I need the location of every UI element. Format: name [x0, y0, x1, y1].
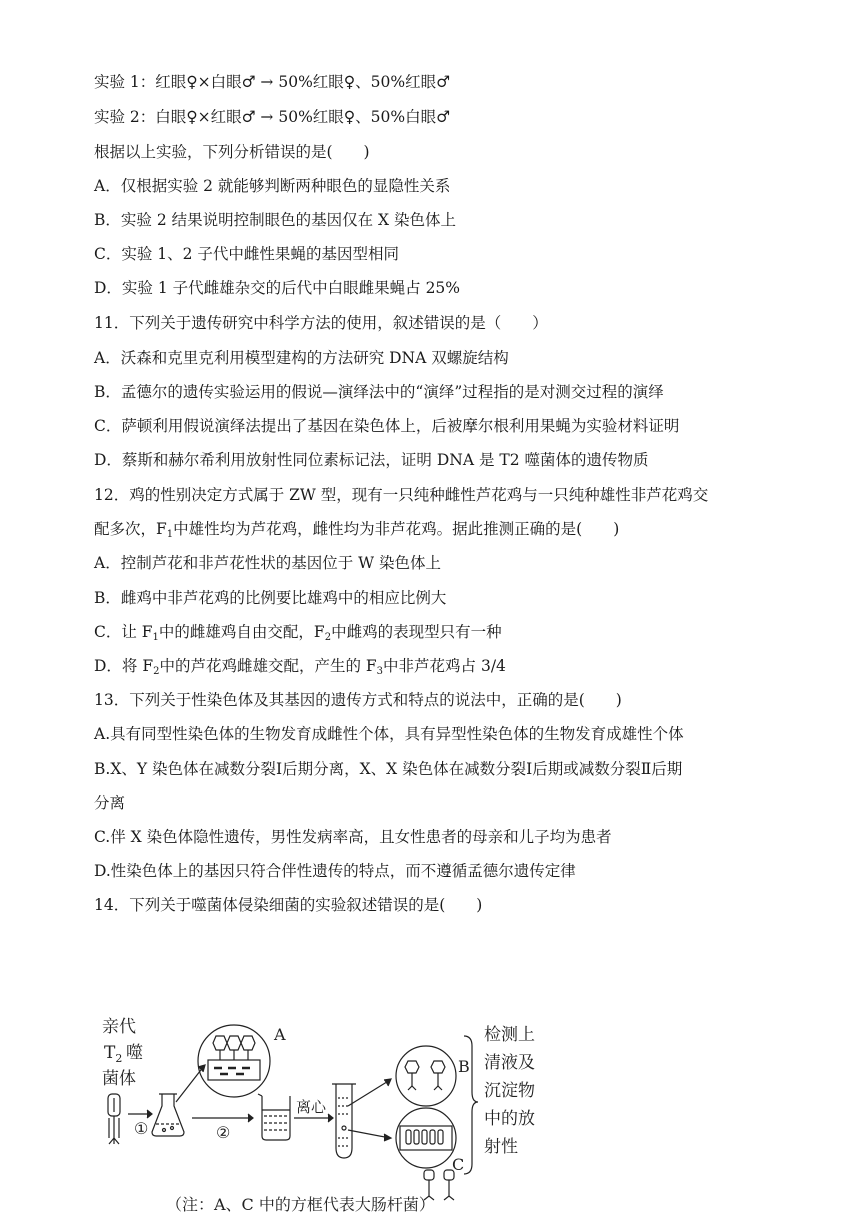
phage-icon — [108, 1094, 120, 1144]
label-b: B — [458, 1057, 470, 1076]
right-label-1: 检测上 — [484, 1025, 535, 1045]
q12-option-c — [94, 622, 502, 648]
circle-c-sediment — [396, 1108, 456, 1168]
fig-label-junti: 菌体 — [102, 1069, 136, 1089]
q10-option-b: B．实验 2 结果说明控制眼色的基因仅在 X 染色体上 — [94, 211, 456, 229]
q13-option-d: D.性染色体上的基因只符合伴性遗传的特点，而不遵循孟德尔遗传定律 — [94, 862, 576, 880]
circle-b-supernatant — [396, 1046, 456, 1106]
q12-stem-2-sub: 1 — [166, 529, 174, 540]
q11-option-c: C．萨顿利用假说演绎法提出了基因在染色体上，后被摩尔根利用果蝇为实验材料证明 — [94, 417, 680, 435]
q12-option-d — [94, 656, 506, 682]
right-label-4: 中的放 — [484, 1109, 535, 1129]
q12-d-b: 中的芦花鸡雌雄交配，产生的 F — [159, 657, 377, 675]
q12-c-a: C．让 F — [94, 623, 153, 641]
q10-option-c: C．实验 1、2 子代中雌性果蝇的基因型相同 — [94, 245, 399, 263]
q12-d-sub2: 3 — [376, 666, 384, 677]
q12-d-sub1: 2 — [153, 666, 160, 677]
fig-label-parent: 亲代 — [102, 1017, 136, 1037]
fig-label-t-sub: 2 — [115, 1052, 123, 1065]
figure-note: （注：A、C 中的方框代表大肠杆菌） — [166, 1195, 435, 1214]
beaker-icon — [258, 1094, 290, 1140]
q10-option-a: A．仅根据实验 2 就能够判断两种眼色的显隐性关系 — [94, 177, 451, 195]
q13-option-a: A.具有同型性染色体的生物发育成雌性个体，具有异型性染色体的生物发育成雄性个体 — [94, 725, 684, 743]
q12-c-sub1: 1 — [152, 632, 159, 643]
q13-option-b-cont: 分离 — [94, 794, 126, 812]
exp2-line: 实验 2：白眼♀×红眼♂ → 50%红眼♀、50%白眼♂ — [94, 108, 450, 126]
flask-icon — [152, 1094, 184, 1136]
step-1-label: ① — [134, 1119, 149, 1138]
q12-d-c: 中非芦花鸡占 3/4 — [383, 657, 506, 675]
q12-option-b: B．雌鸡中非芦花鸡的比例要比雄鸡中的相应比例大 — [94, 589, 447, 607]
q12-stem-2 — [94, 519, 619, 545]
q12-d-a: D．将 F — [94, 657, 154, 675]
q13-stem: 13．下列关于性染色体及其基因的遗传方式和特点的说法中，正确的是( ) — [94, 691, 622, 709]
step-2-label: ② — [216, 1123, 231, 1142]
q11-option-a: A．沃森和克里克利用模型建构的方法研究 DNA 双螺旋结构 — [94, 349, 509, 367]
q10-stem: 根据以上实验，下列分析错误的是( ) — [94, 143, 370, 161]
q13-option-c: C.伴 X 染色体隐性遗传，男性发病率高，且女性患者的母亲和儿子均为患者 — [94, 828, 612, 846]
q14-stem: 14．下列关于噬菌体侵染细菌的实验叙述错误的是( ) — [94, 896, 483, 914]
centrifuge-label: 离心 — [296, 1098, 327, 1116]
fig-label-shi: 噬 — [126, 1043, 143, 1063]
right-label-3: 沉淀物 — [484, 1081, 535, 1101]
q12-c-c: 中雌鸡的表现型只有一种 — [331, 623, 502, 641]
fig-label-t — [104, 1043, 122, 1065]
fig-label-t-main: T — [104, 1043, 116, 1063]
label-a: A — [274, 1025, 286, 1044]
label-c: C — [452, 1155, 465, 1174]
q12-stem-1: 12．鸡的性别决定方式属于 ZW 型，现有一只纯种雌性芦花鸡与一只纯种雄性非芦花鸡交 — [94, 486, 709, 504]
q12-c-b: 中的雌雄鸡自由交配，F — [158, 623, 325, 641]
q12-stem-2a: 配多次，F — [94, 520, 167, 538]
right-label-2: 清液及 — [484, 1053, 535, 1073]
q12-c-sub2: 2 — [324, 632, 332, 643]
test-tube-icon — [332, 1084, 356, 1158]
q12-stem-2b: 中雄性均为芦花鸡，雌性均为非芦花鸡。据此推测正确的是( ) — [173, 520, 620, 538]
q11-option-d: D．蔡斯和赫尔希利用放射性同位素标记法，证明 DNA 是 T2 噬菌体的遗传物质 — [94, 451, 649, 469]
phage-experiment-figure — [96, 1006, 566, 1214]
q10-option-d: D．实验 1 子代雌雄杂交的后代中白眼雌果蝇占 25% — [94, 279, 461, 297]
exp1-line: 实验 1：红眼♀×白眼♂ → 50%红眼♀、50%红眼♂ — [94, 73, 450, 91]
q12-option-a: A．控制芦花和非芦花性状的基因位于 W 染色体上 — [94, 554, 441, 572]
right-label-5: 射性 — [484, 1137, 518, 1157]
circle-a-infection — [198, 1025, 270, 1097]
q13-option-b: B.X、Y 染色体在减数分裂Ⅰ后期分离，X、X 染色体在减数分裂Ⅰ后期或减数分裂Ⅱ后期 — [94, 760, 683, 778]
q11-stem: 11．下列关于遗传研究中科学方法的使用，叙述错误的是（ ） — [94, 314, 548, 332]
q11-option-b: B．孟德尔的遗传实验运用的假说—演绎法中的“演绎”过程指的是对测交过程的演绎 — [94, 383, 664, 401]
